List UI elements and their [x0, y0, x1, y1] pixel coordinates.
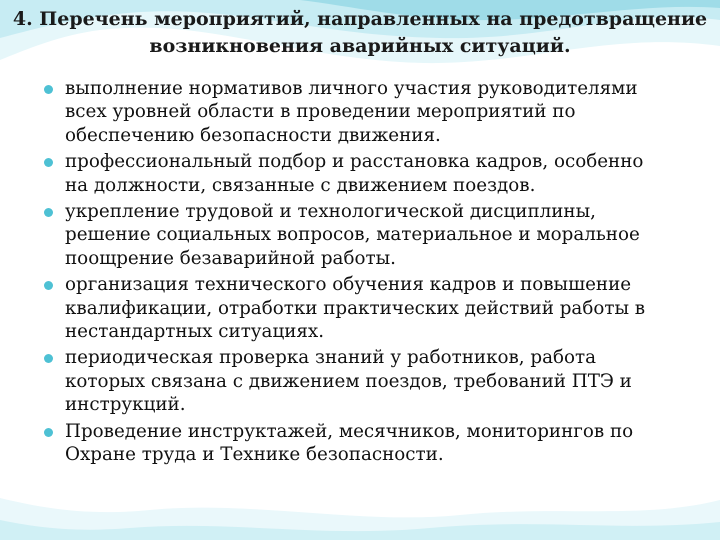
item-text-line: решение социальных вопросов, материальное и моральное [65, 224, 640, 246]
item-text-line: на должности, связанные с движением поездов. [65, 174, 536, 196]
item-text-line: обеспечению безопасности движения. [65, 124, 441, 146]
item-text-line: периодическая проверка знаний у работников, работа [65, 347, 597, 369]
item-text-line: Охране труда и Технике безопасности. [65, 444, 444, 466]
item-text-line: профессиональный подбор и расстановка кадров, особенно [65, 151, 644, 173]
item-text-line: инструкций. [65, 394, 186, 416]
bullet-dot-icon [44, 428, 53, 437]
item-text-line: выполнение нормативов личного участия руководителями [65, 78, 638, 99]
list-item [44, 420, 704, 467]
list-item [44, 346, 704, 416]
list-item [44, 273, 704, 343]
item-text-line: квалификации, отработки практических действий работы в [65, 297, 646, 319]
bullet-dot-icon [44, 85, 53, 94]
bullet-dot-icon [44, 208, 53, 217]
title-line: 4. Перечень мероприятий, направленных на предотвращение [12, 8, 708, 30]
bullet-dot-icon [44, 354, 53, 363]
slide-title [10, 6, 710, 60]
list-item [44, 77, 704, 147]
item-text-line: нестандартных ситуациях. [65, 321, 325, 343]
list-item [44, 150, 704, 197]
item-text-line: поощрение безаварийной работы. [65, 247, 396, 269]
item-text-line: организация технического обучения кадров и повышение [65, 274, 632, 296]
bullet-dot-icon [44, 281, 53, 290]
list-item [44, 200, 704, 270]
bullet-list [44, 77, 704, 470]
bullet-dot-icon [44, 158, 53, 167]
title-line: возникновения аварийных ситуаций. [149, 35, 571, 57]
item-text-line: укрепление трудовой и технологической дисциплины, [65, 201, 596, 223]
item-text-line: всех уровней области в проведении мероприятий по [65, 101, 576, 123]
item-text-line: Проведение инструктажей, месячников, мониторингов по [65, 420, 634, 442]
item-text-line: которых связана с движением поездов, требований ПТЭ и [65, 370, 632, 392]
